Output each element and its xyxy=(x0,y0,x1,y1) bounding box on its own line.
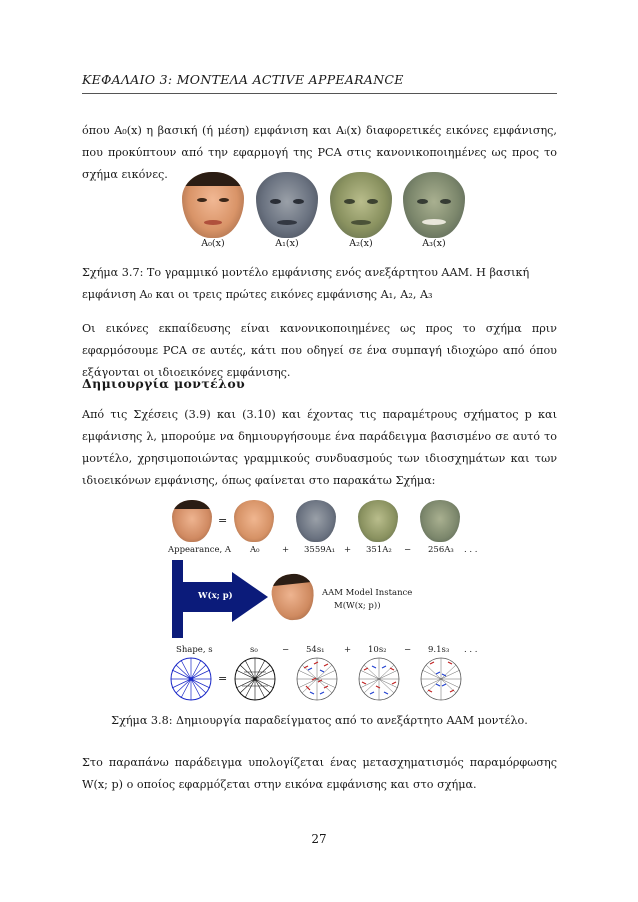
appearance-op-2: + xyxy=(344,545,352,555)
section-title: Δημιουργία μοντέλου xyxy=(82,376,246,391)
label-a2: A₂(x) xyxy=(349,238,373,249)
shape-instance-mesh-icon xyxy=(168,656,214,702)
shape-term-s3: 9.1s₃ xyxy=(428,645,450,655)
shape-term-s2: 10s₂ xyxy=(368,645,387,655)
paragraph-model-creation: Από τις Σχέσεις (3.9) και (3.10) και έχοντας τις παραμέτρους σχήματος p και εμφάνισης λ, μπορούμε να δημιουργήσουμε ένα παράδειγμα βασισμένο σε αυτό το μοντέλο, χρησιμοποιώντας γραμμικούς συνδυασμούς των ιδιοσχημάτων και των ιδιοεικόνων εμφάνισης, όπως φαίνεται στο παρακάτω Σχήμα: xyxy=(82,408,557,487)
shape-s1-mesh-icon xyxy=(294,656,340,702)
shape-s3-mesh-icon xyxy=(418,656,464,702)
shape-op-1: − xyxy=(282,645,290,655)
paragraph-normalization: Οι εικόνες εκπαίδευσης είναι κανονικοποιημένες ως προς το σχήμα πριν εφαρμόσουμε PCA σε αυτές, κάτι που οδηγεί σε ένα συμπαγή ιδιοχώρο από όπου εξάγονται οι ιδιοεικόνες εμφάνισης. xyxy=(82,322,557,379)
face-mean-appearance-image xyxy=(182,172,244,238)
appearance-term-a3: 256A₃ xyxy=(428,545,454,555)
appearance-a1-face-image xyxy=(296,500,336,542)
figure-3-8-caption: Σχήμα 3.8: Δημιουργία παραδείγματος από το ανεξάρτητο AAM μοντέλο. xyxy=(111,714,528,727)
warp-label: W(x; p) xyxy=(198,591,233,601)
face-eigen-appearance-3-image xyxy=(403,172,465,238)
appearance-instance-face-image xyxy=(172,500,212,542)
shape-ellipsis: . . . xyxy=(464,645,478,655)
appearance-row-label: Appearance, A xyxy=(168,545,232,555)
appearance-a3-face-image xyxy=(420,500,460,542)
appearance-equals: = xyxy=(218,514,228,527)
shape-row-label: Shape, s xyxy=(176,645,213,655)
instance-label: AAM Model Instance xyxy=(322,588,413,598)
appearance-op-3: − xyxy=(404,545,412,555)
page-number: 27 xyxy=(311,832,327,846)
shape-equals: = xyxy=(218,672,228,685)
appearance-term-a0: A₀ xyxy=(250,545,260,555)
paragraph-warp: Στο παραπάνω παράδειγμα υπολογίζεται ένας μετασχηματισμός παραμόρφωσης W(x; p) ο οποίος εφαρμόζεται στην εικόνα εμφάνισης και στο σχήμα. xyxy=(82,756,557,791)
appearance-ellipsis: . . . xyxy=(464,545,478,555)
label-a1: A₁(x) xyxy=(275,238,299,249)
shape-op-2: + xyxy=(344,645,352,655)
appearance-a2-face-image xyxy=(358,500,398,542)
shape-term-s0: s₀ xyxy=(250,645,258,655)
appearance-op-1: + xyxy=(282,545,290,555)
appearance-term-a2: 351A₂ xyxy=(366,545,392,555)
appearance-a0-face-image xyxy=(234,500,274,542)
instance-formula: M(W(x; p)) xyxy=(334,601,381,611)
shape-s0-mesh-icon xyxy=(232,656,278,702)
paragraph-intro: όπου A₀(x) η βασική (ή μέση) εμφάνιση και Aᵢ(x) διαφορετικές εικόνες εμφάνισης, που προκύπτουν από την εφαρμογή της PCA στις κανονικοποιημένες ως προς το σχήμα εικόνες. xyxy=(82,124,557,181)
face-eigen-appearance-1-image xyxy=(256,172,318,238)
face-eigen-appearance-2-image xyxy=(330,172,392,238)
shape-s2-mesh-icon xyxy=(356,656,402,702)
appearance-term-a1: 3559A₁ xyxy=(304,545,336,555)
figure-3-7-caption: Σχήμα 3.7: Το γραμμικό μοντέλο εμφάνισης ενός ανεξάρτητου AAM. Η βασική εμφάνιση A₀ και οι τρεις πρώτες εικόνες εμφάνισης A₁, A₂, A₃ xyxy=(82,266,530,301)
shape-term-s1: 54s₁ xyxy=(306,645,325,655)
shape-op-3: − xyxy=(404,645,412,655)
label-a0: A₀(x) xyxy=(201,238,225,249)
model-instance-face-image xyxy=(270,572,317,622)
label-a3: A₃(x) xyxy=(422,238,446,249)
chapter-header: ΚΕΦΑΛΑΙΟ 3: ΜΟΝΤΕΛΑ ACTIVE APPEARANCE xyxy=(82,72,557,94)
